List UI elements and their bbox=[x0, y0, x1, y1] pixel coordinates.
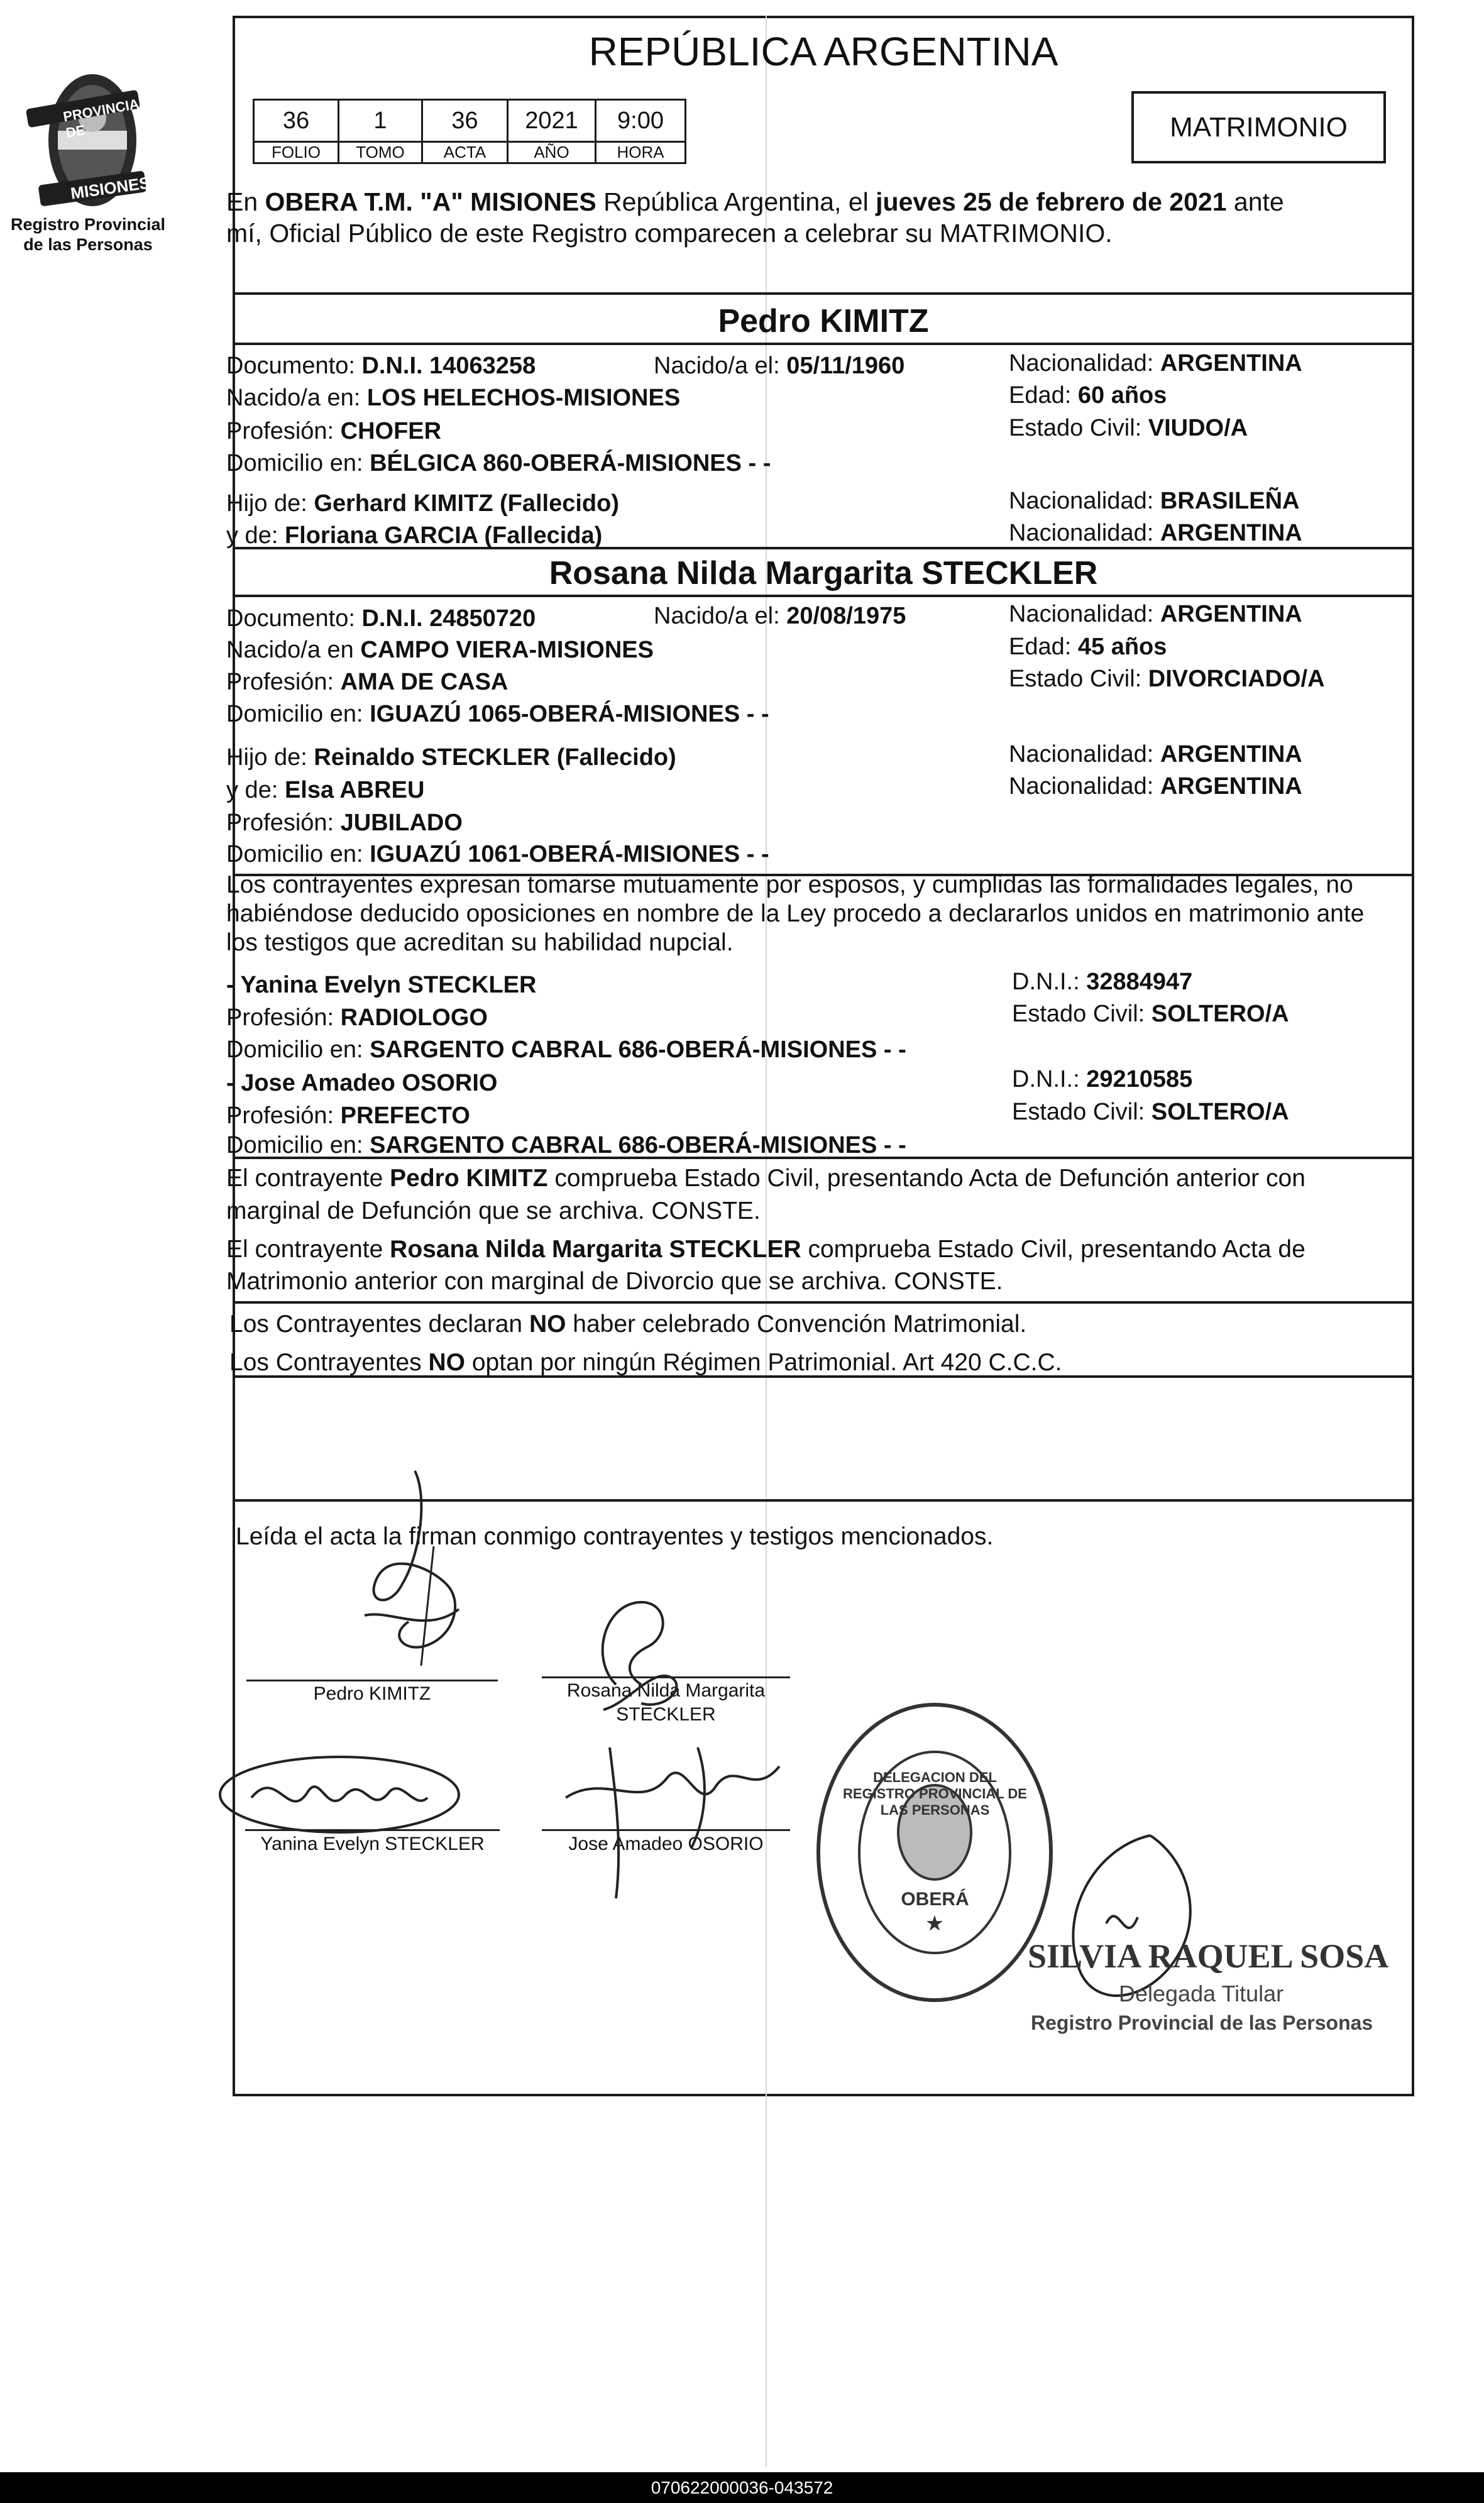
intro-line2: mí, Oficial Público de este Registro comparecen a celebrar su MATRIMONIO. bbox=[226, 219, 1113, 248]
anio-value: 2021 bbox=[508, 100, 596, 142]
declaration-line1: Los contrayentes expresan tomarse mutuamente por esposos, y cumplidas las formalidades legales, no bbox=[226, 871, 1353, 898]
groom-mother-nationality: Nacionalidad: ARGENTINA bbox=[1009, 520, 1302, 546]
document-title: REPÚBLICA ARGENTINA bbox=[588, 29, 1058, 74]
hora-label: HORA bbox=[596, 142, 686, 163]
bride-mother-nationality: Nacionalidad: ARGENTINA bbox=[1009, 773, 1302, 800]
groom-signature-icon bbox=[327, 1458, 503, 1697]
groom-birthdate: Nacido/a el: 05/11/1960 bbox=[654, 353, 905, 379]
closing-statement: Leída el acta la firman conmigo contrayentes y testigos mencionados. bbox=[236, 1523, 994, 1550]
official-name: SILVIA RAQUEL SOSA bbox=[1028, 1937, 1389, 1975]
folio-value: 36 bbox=[254, 100, 339, 142]
province-logo bbox=[14, 49, 151, 212]
record-type-box: MATRIMONIO bbox=[1131, 91, 1386, 163]
regime-line1: Los Contrayentes declaran NO haber celebrado Convención Matrimonial. bbox=[229, 1311, 1027, 1338]
bride-nationality: Nacionalidad: ARGENTINA bbox=[1009, 601, 1302, 627]
witness2-address: Domicilio en: SARGENTO CABRAL 686-OBERÁ-MISIONES - - bbox=[226, 1132, 906, 1158]
groom-age: Edad: 60 años bbox=[1009, 382, 1167, 409]
witness1-civil-status: Estado Civil: SOLTERO/A bbox=[1012, 1001, 1289, 1027]
witness1-dni: D.N.I.: 32884947 bbox=[1012, 969, 1193, 995]
groom-signature-caption: Pedro KIMITZ bbox=[313, 1683, 431, 1704]
bride-document: Documento: D.N.I. 24850720 bbox=[226, 605, 536, 632]
regime-line2: Los Contrayentes NO optan por ningún Régimen Patrimonial. Art 420 C.C.C. bbox=[229, 1349, 1062, 1376]
declaration-line3: los testigos que acreditan su habilidad nupcial. bbox=[226, 929, 734, 956]
folio-label: FOLIO bbox=[254, 142, 339, 163]
record-reference-table bbox=[253, 99, 686, 164]
bride-name: Rosana Nilda Margarita STECKLER bbox=[549, 555, 1098, 591]
bride-profession: Profesión: AMA DE CASA bbox=[226, 669, 508, 695]
witness2-profession: Profesión: PREFECTO bbox=[226, 1103, 470, 1129]
acta-label: ACTA bbox=[422, 142, 508, 163]
witness2-signature-icon bbox=[553, 1722, 792, 1911]
witness2-civil-status: Estado Civil: SOLTERO/A bbox=[1012, 1099, 1289, 1125]
rule bbox=[233, 1301, 1414, 1304]
declaration-line2: habiéndose deducido oposiciones en nombre de la Ley procedo a declararlos unidos en matrimonio ante bbox=[226, 900, 1365, 927]
intro-line1: En OBERA T.M. "A" MISIONES República Argentina, el jueves 25 de febrero de 2021 ante bbox=[226, 187, 1284, 216]
rule bbox=[233, 292, 1414, 295]
groom-mother: y de: Floriana GARCIA (Fallecida) bbox=[226, 522, 603, 549]
rule bbox=[233, 343, 1414, 345]
bride-signature-icon bbox=[566, 1584, 723, 1722]
hora-value: 9:00 bbox=[596, 100, 686, 142]
logo-caption-line2: de las Personas bbox=[23, 235, 153, 254]
bride-mother-address: Domicilio en: IGUAZÚ 1061-OBERÁ-MISIONES - - bbox=[226, 841, 769, 867]
stamp-city: OBERÁ bbox=[901, 1889, 969, 1910]
witness2-name: - Jose Amadeo OSORIO bbox=[226, 1070, 498, 1096]
note1-line2: marginal de Defunción que se archiva. CONSTE. bbox=[226, 1197, 761, 1224]
official-office: Registro Provincial de las Personas bbox=[1031, 2011, 1373, 2034]
note1-line1: El contrayente Pedro KIMITZ comprueba Estado Civil, presentando Acta de Defunción anterior con bbox=[226, 1165, 1305, 1192]
groom-birthplace: Nacido/a en: LOS HELECHOS-MISIONES bbox=[226, 385, 681, 411]
official-stamp bbox=[814, 1700, 1056, 2005]
bride-mother: y de: Elsa ABREU bbox=[226, 777, 425, 803]
witness2-dni: D.N.I.: 29210585 bbox=[1012, 1066, 1193, 1092]
bride-father: Hijo de: Reinaldo STECKLER (Fallecido) bbox=[226, 744, 676, 771]
groom-father: Hijo de: Gerhard KIMITZ (Fallecido) bbox=[226, 490, 620, 517]
bride-father-nationality: Nacionalidad: ARGENTINA bbox=[1009, 741, 1302, 767]
document-code: 070622000036-043572 bbox=[0, 2472, 1484, 2503]
svg-text:★: ★ bbox=[926, 1913, 943, 1934]
bride-civil-status: Estado Civil: DIVORCIADO/A bbox=[1009, 666, 1325, 692]
seal-text-top: PROVINCIA DE bbox=[62, 96, 140, 141]
registry-seal-icon bbox=[814, 1700, 1056, 2005]
bride-signature-caption-1: Rosana Nilda Margarita bbox=[566, 1680, 766, 1701]
logo-caption-line1: Registro Provincial bbox=[10, 215, 166, 234]
groom-profession: Profesión: CHOFER bbox=[226, 418, 442, 444]
note2-line1: El contrayente Rosana Nilda Margarita STECKLER comprueba Estado Civil, presentando Acta de bbox=[226, 1236, 1305, 1263]
note2-line2: Matrimonio anterior con marginal de Divorcio que se archiva. CONSTE. bbox=[226, 1268, 1003, 1295]
rule bbox=[233, 595, 1414, 597]
bride-age: Edad: 45 años bbox=[1009, 634, 1167, 660]
groom-address: Domicilio en: BÉLGICA 860-OBERÁ-MISIONES - - bbox=[226, 450, 771, 476]
tomo-value: 1 bbox=[339, 100, 422, 142]
groom-father-nationality: Nacionalidad: BRASILEÑA bbox=[1009, 488, 1300, 514]
bride-signature-caption-2: STECKLER bbox=[616, 1704, 716, 1725]
bride-address: Domicilio en: IGUAZÚ 1065-OBERÁ-MISIONES - - bbox=[226, 701, 769, 727]
witness2-signature-caption: Jose Amadeo OSORIO bbox=[568, 1834, 764, 1854]
witness1-signature-icon bbox=[214, 1741, 484, 1848]
witness1-name: - Yanina Evelyn STECKLER bbox=[226, 972, 537, 998]
bride-birthplace: Nacido/a en CAMPO VIERA-MISIONES bbox=[226, 637, 654, 663]
witness1-signature-caption: Yanina Evelyn STECKLER bbox=[260, 1834, 485, 1854]
groom-civil-status: Estado Civil: VIUDO/A bbox=[1009, 415, 1248, 441]
groom-document: Documento: D.N.I. 14063258 bbox=[226, 353, 536, 379]
witness1-address: Domicilio en: SARGENTO CABRAL 686-OBERÁ-MISIONES - - bbox=[226, 1037, 906, 1063]
anio-label: AÑO bbox=[508, 142, 596, 163]
stamp-ring-text: DELEGACION DEL REGISTRO PROVINCIAL DE LAS PERSONAS bbox=[843, 1769, 1027, 1818]
bride-birthdate: Nacido/a el: 20/08/1975 bbox=[654, 603, 906, 629]
bride-mother-profession: Profesión: JUBILADO bbox=[226, 810, 463, 836]
acta-value: 36 bbox=[422, 100, 508, 142]
groom-name: Pedro KIMITZ bbox=[718, 303, 929, 339]
witness1-profession: Profesión: RADIOLOGO bbox=[226, 1004, 488, 1031]
official-title: Delegada Titular bbox=[1119, 1981, 1284, 2006]
tomo-label: TOMO bbox=[339, 142, 422, 163]
groom-nationality: Nacionalidad: ARGENTINA bbox=[1009, 350, 1302, 377]
seal-text-bottom: MISIONES bbox=[69, 173, 151, 203]
